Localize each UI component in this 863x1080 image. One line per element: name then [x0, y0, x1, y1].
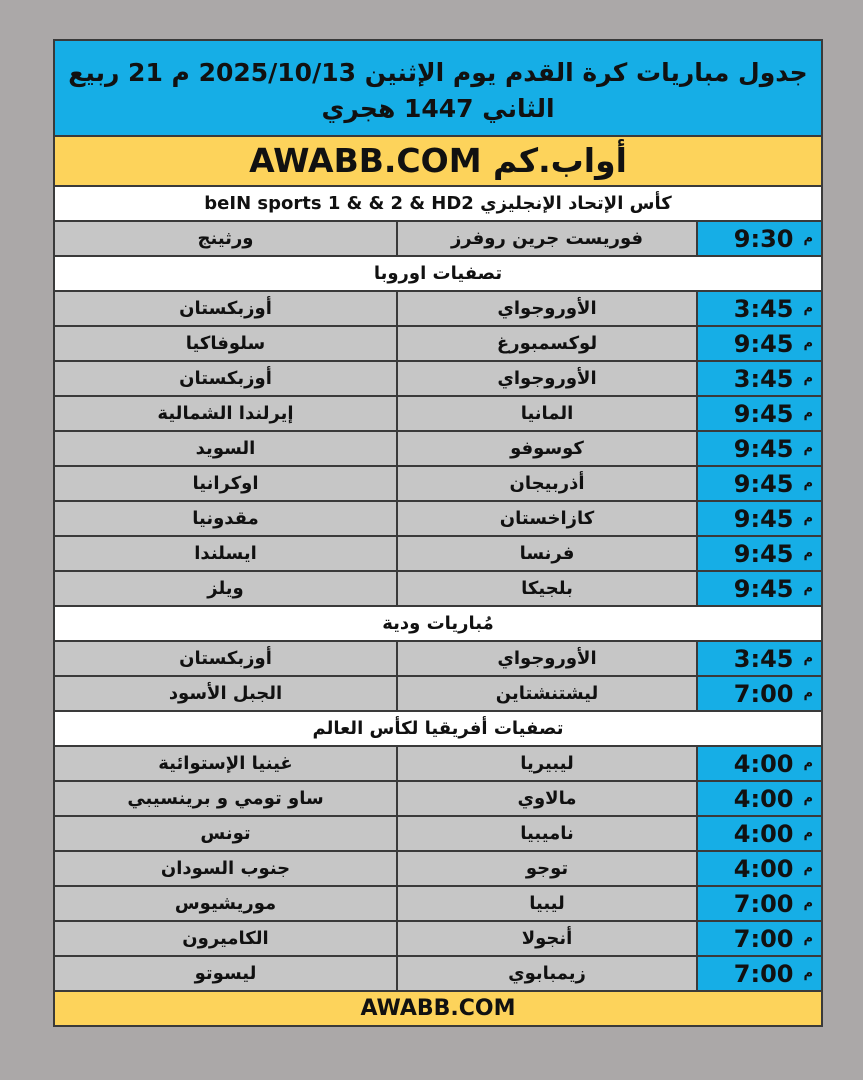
match-time-cell — [696, 957, 821, 990]
away-team: أوزبكستان — [55, 642, 396, 675]
home-team: ليشتنشتاين — [396, 677, 696, 710]
match-time: 9:45 — [733, 399, 794, 428]
match-time: 3:45 — [733, 294, 794, 323]
schedule-title — [55, 41, 821, 137]
match-time: 9:45 — [733, 434, 794, 463]
sections-container — [55, 187, 821, 992]
away-team: تونس — [55, 817, 396, 850]
match-time: 3:45 — [733, 644, 794, 673]
section-header: كأس الإتحاد الإنجليزي beIN sports 1 & & 2 & HD2 — [55, 187, 821, 222]
time-suffix: م — [803, 861, 813, 876]
match-row — [55, 887, 821, 922]
time-suffix: م — [803, 931, 813, 946]
match-row — [55, 572, 821, 607]
match-time: 7:00 — [733, 959, 794, 988]
time-suffix: م — [803, 756, 813, 771]
time-suffix: م — [803, 826, 813, 841]
match-row — [55, 852, 821, 887]
time-suffix: م — [803, 896, 813, 911]
match-row — [55, 747, 821, 782]
match-time: 9:45 — [733, 329, 794, 358]
time-suffix: م — [803, 966, 813, 981]
match-time-cell — [696, 677, 821, 710]
time-suffix: م — [803, 371, 813, 386]
match-time-cell — [696, 922, 821, 955]
home-team: كوسوفو — [396, 432, 696, 465]
home-team: توجو — [396, 852, 696, 885]
match-row — [55, 467, 821, 502]
time-suffix: م — [803, 301, 813, 316]
away-team: الجبل الأسود — [55, 677, 396, 710]
home-team: كازاخستان — [396, 502, 696, 535]
match-time: 4:00 — [733, 784, 794, 813]
match-time-cell — [696, 537, 821, 570]
match-row — [55, 677, 821, 712]
home-team: فرنسا — [396, 537, 696, 570]
match-row — [55, 922, 821, 957]
brand-banner: أواب.كم AWABB.COM — [55, 137, 821, 187]
match-time-cell — [696, 467, 821, 500]
match-time-cell — [696, 432, 821, 465]
match-time: 4:00 — [733, 819, 794, 848]
match-row — [55, 782, 821, 817]
match-time: 4:00 — [733, 854, 794, 883]
title-line-2: الثاني 1447 هجري — [321, 94, 555, 123]
section-header: تصفيات اوروبا — [55, 257, 821, 292]
match-time-cell — [696, 362, 821, 395]
home-team: لوكسمبورغ — [396, 327, 696, 360]
time-suffix: م — [803, 336, 813, 351]
match-row — [55, 327, 821, 362]
home-team: المانيا — [396, 397, 696, 430]
home-team: الأوروجواي — [396, 292, 696, 325]
match-time: 7:00 — [733, 924, 794, 953]
time-suffix: م — [803, 791, 813, 806]
match-row — [55, 292, 821, 327]
away-team: ساو تومي و برينسيبي — [55, 782, 396, 815]
home-team: أنجولا — [396, 922, 696, 955]
match-row — [55, 362, 821, 397]
away-team: اوكرانيا — [55, 467, 396, 500]
home-team: الأوروجواي — [396, 642, 696, 675]
match-time-cell — [696, 817, 821, 850]
match-row — [55, 432, 821, 467]
home-team: فوريست جرين روفرز — [396, 222, 696, 255]
away-team: ورثينج — [55, 222, 396, 255]
time-suffix: م — [803, 581, 813, 596]
away-team: موريشيوس — [55, 887, 396, 920]
home-team: بلجيكا — [396, 572, 696, 605]
match-time-cell — [696, 782, 821, 815]
time-suffix: م — [803, 686, 813, 701]
match-row — [55, 537, 821, 572]
away-team: ليسوتو — [55, 957, 396, 990]
match-time: 4:00 — [733, 749, 794, 778]
match-time-cell — [696, 397, 821, 430]
match-time: 7:00 — [733, 679, 794, 708]
section-header: تصفيات أفريقيا لكأس العالم — [55, 712, 821, 747]
match-time: 3:45 — [733, 364, 794, 393]
time-suffix: م — [803, 546, 813, 561]
match-time-cell — [696, 222, 821, 255]
match-schedule-table — [53, 39, 823, 1027]
time-suffix: م — [803, 651, 813, 666]
away-team: أوزبكستان — [55, 292, 396, 325]
time-suffix: م — [803, 476, 813, 491]
time-suffix: م — [803, 511, 813, 526]
home-team: أذربيجان — [396, 467, 696, 500]
time-suffix: م — [803, 441, 813, 456]
match-row — [55, 957, 821, 992]
match-time-cell — [696, 852, 821, 885]
home-team: زيمبابوي — [396, 957, 696, 990]
match-row — [55, 222, 821, 257]
away-team: جنوب السودان — [55, 852, 396, 885]
time-suffix: م — [803, 231, 813, 246]
away-team: ايسلندا — [55, 537, 396, 570]
match-row — [55, 642, 821, 677]
away-team: الكاميرون — [55, 922, 396, 955]
match-time: 9:30 — [733, 224, 794, 253]
match-time-cell — [696, 642, 821, 675]
home-team: الأوروجواي — [396, 362, 696, 395]
match-time-cell — [696, 887, 821, 920]
title-line-1: جدول مباريات كرة القدم يوم الإثنين 2025/10/13 م 21 ربيع — [68, 58, 808, 87]
match-row — [55, 502, 821, 537]
match-row — [55, 817, 821, 852]
match-time: 9:45 — [733, 539, 794, 568]
match-time: 9:45 — [733, 504, 794, 533]
away-team: ويلز — [55, 572, 396, 605]
match-time: 9:45 — [733, 574, 794, 603]
section-header: مُباريات ودية — [55, 607, 821, 642]
away-team: مقدونيا — [55, 502, 396, 535]
match-row — [55, 397, 821, 432]
away-team: إيرلندا الشمالية — [55, 397, 396, 430]
away-team: غينيا الإستوائية — [55, 747, 396, 780]
away-team: السويد — [55, 432, 396, 465]
away-team: أوزبكستان — [55, 362, 396, 395]
away-team: سلوفاكيا — [55, 327, 396, 360]
match-time-cell — [696, 502, 821, 535]
home-team: مالاوي — [396, 782, 696, 815]
match-time-cell — [696, 327, 821, 360]
time-suffix: م — [803, 406, 813, 421]
match-time-cell — [696, 747, 821, 780]
match-time-cell — [696, 292, 821, 325]
match-time-cell — [696, 572, 821, 605]
footer-banner: AWABB.COM — [55, 992, 821, 1025]
match-time: 7:00 — [733, 889, 794, 918]
home-team: ليبيريا — [396, 747, 696, 780]
match-time: 9:45 — [733, 469, 794, 498]
home-team: ليبيا — [396, 887, 696, 920]
home-team: ناميبيا — [396, 817, 696, 850]
